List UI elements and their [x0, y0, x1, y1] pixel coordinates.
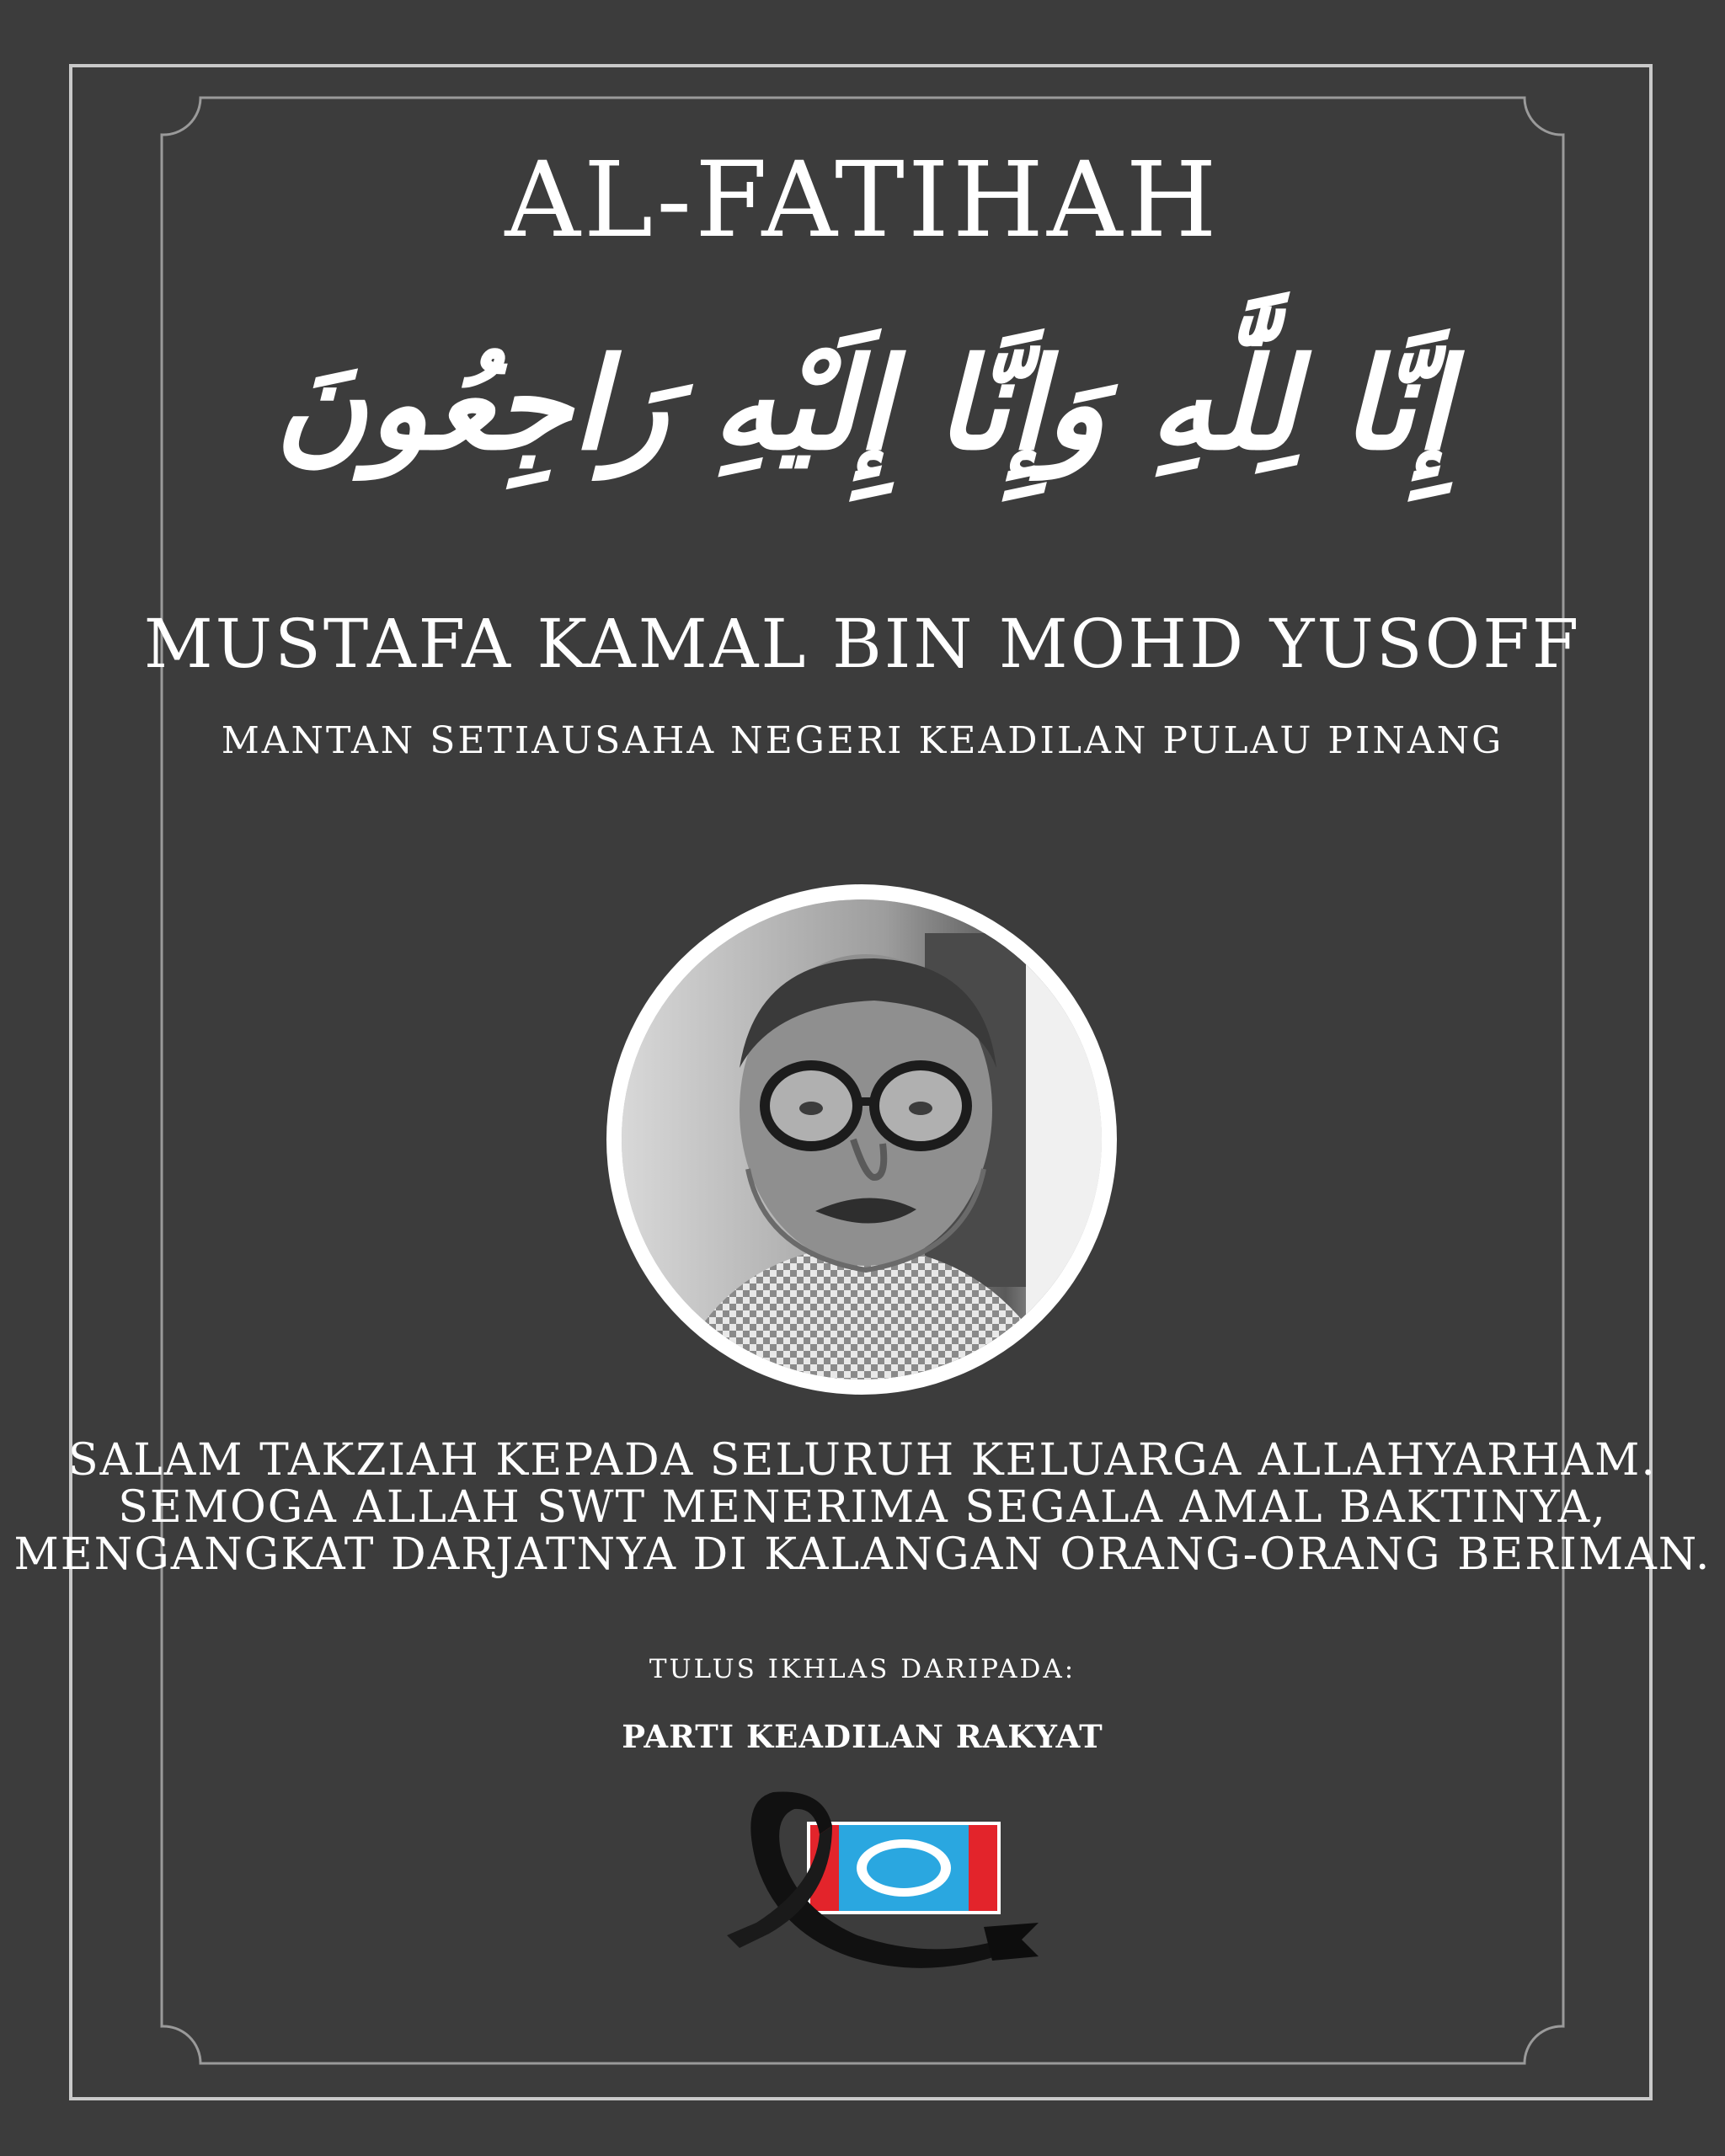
party-logo	[807, 1822, 1001, 1914]
deceased-position: MANTAN SETIAUSAHA NEGERI KEADILAN PULAU PINANG	[221, 719, 1504, 762]
message-line: SALAM TAKZIAH KEPADA SELURUH KELUARGA ALLAHYARHAM.	[68, 1435, 1657, 1486]
condolence-message	[0, 1437, 1725, 1578]
arabic-calligraphy: إِنَّا لِلَّٰهِ وَإِنَّا إِلَيْهِ رَاجِعُونَ	[275, 330, 1450, 478]
sender-party: PARTI KEADILAN RAKYAT	[622, 1718, 1103, 1755]
message-line: SEMOGA ALLAH SWT MENERIMA SEGALA AMAL BAKTINYA,	[118, 1482, 1607, 1533]
heading: AL-FATIHAH	[505, 140, 1220, 261]
deceased-name: MUSTAFA KAMAL BIN MOHD YUSOFF	[143, 605, 1582, 683]
party-logo-with-ribbon	[706, 1784, 1043, 1994]
portrait-photo	[622, 899, 1102, 1380]
sender-intro: TULUS IKHLAS DARIPADA:	[649, 1654, 1076, 1684]
message-line: MENGANGKAT DARJATNYA DI KALANGAN ORANG-ORANG BERIMAN.	[13, 1529, 1712, 1580]
portrait-illustration	[622, 899, 1102, 1380]
